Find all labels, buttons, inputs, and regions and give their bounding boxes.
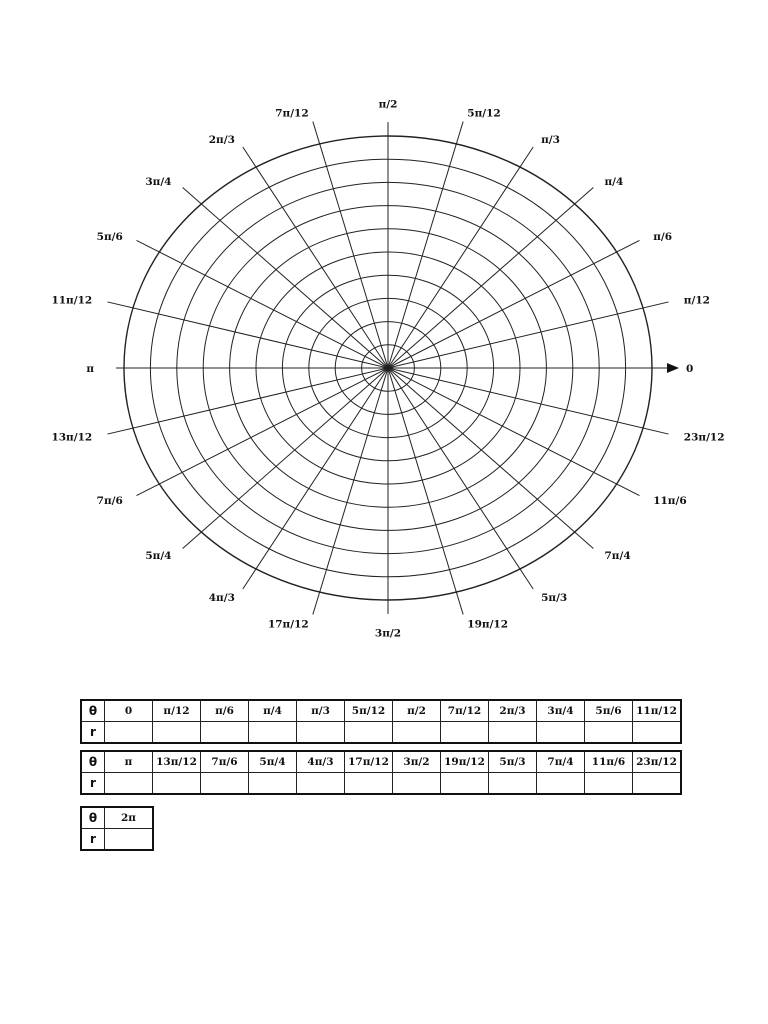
r-row (81, 829, 153, 851)
polar-spoke (388, 368, 639, 496)
angle-label: π/4 (604, 176, 624, 188)
polar-spoke (137, 240, 388, 368)
theta-cell: 11π/6 (585, 751, 633, 773)
polar-spoke (388, 240, 639, 368)
theta-cell: 5π/3 (489, 751, 537, 773)
theta-cell: π (105, 751, 153, 773)
theta-header: θ (81, 700, 105, 722)
theta-cell: 11π/12 (633, 700, 682, 722)
theta-cell: 5π/4 (249, 751, 297, 773)
theta-cell: 13π/12 (153, 751, 201, 773)
theta-header: θ (81, 807, 105, 829)
r-cell (297, 773, 345, 795)
theta-header: θ (81, 751, 105, 773)
r-cell (489, 773, 537, 795)
angle-label: 4π/3 (208, 592, 235, 604)
r-cell (441, 722, 489, 744)
angle-label: π (86, 363, 94, 375)
r-row (81, 773, 681, 795)
angle-label: 7π/4 (604, 550, 631, 562)
polar-spoke (388, 368, 593, 548)
polar-spoke (388, 147, 533, 368)
angle-label: 2π/3 (208, 134, 235, 146)
theta-cell: π/6 (201, 700, 249, 722)
polar-spoke (313, 368, 388, 615)
angle-label: π/12 (683, 294, 710, 307)
zero-axis-arrow-icon (667, 363, 679, 373)
r-header: r (81, 722, 105, 744)
polar-spoke (313, 121, 388, 368)
polar-spoke (243, 368, 388, 589)
r-cell (633, 722, 682, 744)
theta-cell: 5π/6 (585, 700, 633, 722)
theta-cell: π/2 (393, 700, 441, 722)
theta-cell: 7π/12 (441, 700, 489, 722)
theta-cell: 2π/3 (489, 700, 537, 722)
polar-spoke (243, 147, 388, 368)
angle-label: 3π/2 (374, 627, 402, 640)
theta-cell: 17π/12 (345, 751, 393, 773)
theta-cell: 7π/6 (201, 751, 249, 773)
theta-row (81, 700, 681, 722)
r-cell (345, 773, 393, 795)
theta-cell: 4π/3 (297, 751, 345, 773)
r-cell (249, 773, 297, 795)
theta-row (81, 807, 153, 829)
polar-spoke (107, 368, 388, 434)
polar-spoke (388, 121, 463, 368)
polar-spoke (183, 188, 388, 368)
r-cell (153, 773, 201, 795)
angle-label: 5π/4 (145, 550, 172, 562)
r-cell (441, 773, 489, 795)
angle-label: 11π/6 (653, 495, 687, 508)
polar-spoke (137, 368, 388, 496)
polar-spoke (388, 188, 593, 368)
theta-cell: π/4 (249, 700, 297, 722)
angle-label: 5π/12 (467, 107, 501, 120)
angle-label: π/6 (653, 230, 673, 243)
r-cell (585, 773, 633, 795)
r-cell (393, 773, 441, 795)
angle-label: 23π/12 (683, 431, 725, 444)
r-cell (393, 722, 441, 744)
polar-spoke (107, 302, 388, 368)
angle-label: π/2 (378, 98, 398, 111)
r-cell (537, 773, 585, 795)
theta-cell: 7π/4 (537, 751, 585, 773)
r-cell (585, 722, 633, 744)
r-row (81, 722, 681, 744)
theta-cell: 3π/2 (393, 751, 441, 773)
polar-spoke (388, 368, 463, 615)
r-cell (537, 722, 585, 744)
theta-cell: 5π/12 (345, 700, 393, 722)
theta-cell: 19π/12 (441, 751, 489, 773)
polar-spoke (388, 302, 669, 368)
r-header: r (81, 829, 105, 851)
theta-cell: 23π/12 (633, 751, 682, 773)
theta-cell: 0 (105, 700, 153, 722)
r-cell (201, 773, 249, 795)
r-cell (297, 722, 345, 744)
theta-r-table-1 (80, 699, 682, 744)
polar-spoke (388, 368, 669, 434)
angle-label: 17π/12 (267, 618, 309, 631)
angle-label: 19π/12 (467, 618, 509, 631)
angle-label: 0 (686, 363, 694, 375)
r-cell (105, 773, 153, 795)
angle-label: π/3 (541, 134, 560, 146)
theta-r-table-3 (80, 806, 154, 851)
r-cell (105, 722, 153, 744)
r-cell (201, 722, 249, 744)
angle-label: 7π/6 (96, 495, 123, 508)
theta-cell: 3π/4 (537, 700, 585, 722)
r-cell (345, 722, 393, 744)
angle-label: 3π/4 (145, 176, 172, 188)
angle-label: 13π/12 (51, 431, 93, 444)
angle-label: 5π/6 (96, 230, 123, 243)
theta-cell: π/12 (153, 700, 201, 722)
theta-r-table-2 (80, 750, 682, 795)
r-cell (153, 722, 201, 744)
angle-label: 7π/12 (275, 107, 309, 120)
angle-label: 11π/12 (51, 294, 93, 307)
polar-spoke (183, 368, 388, 548)
r-cell (489, 722, 537, 744)
r-cell (105, 829, 154, 851)
r-cell (249, 722, 297, 744)
theta-row (81, 751, 681, 773)
theta-cell: π/3 (297, 700, 345, 722)
theta-cell: 2π (105, 807, 154, 829)
r-header: r (81, 773, 105, 795)
r-cell (633, 773, 682, 795)
angle-label: 5π/3 (541, 592, 568, 604)
polar-spokes (107, 121, 673, 614)
polar-spoke (388, 368, 533, 589)
